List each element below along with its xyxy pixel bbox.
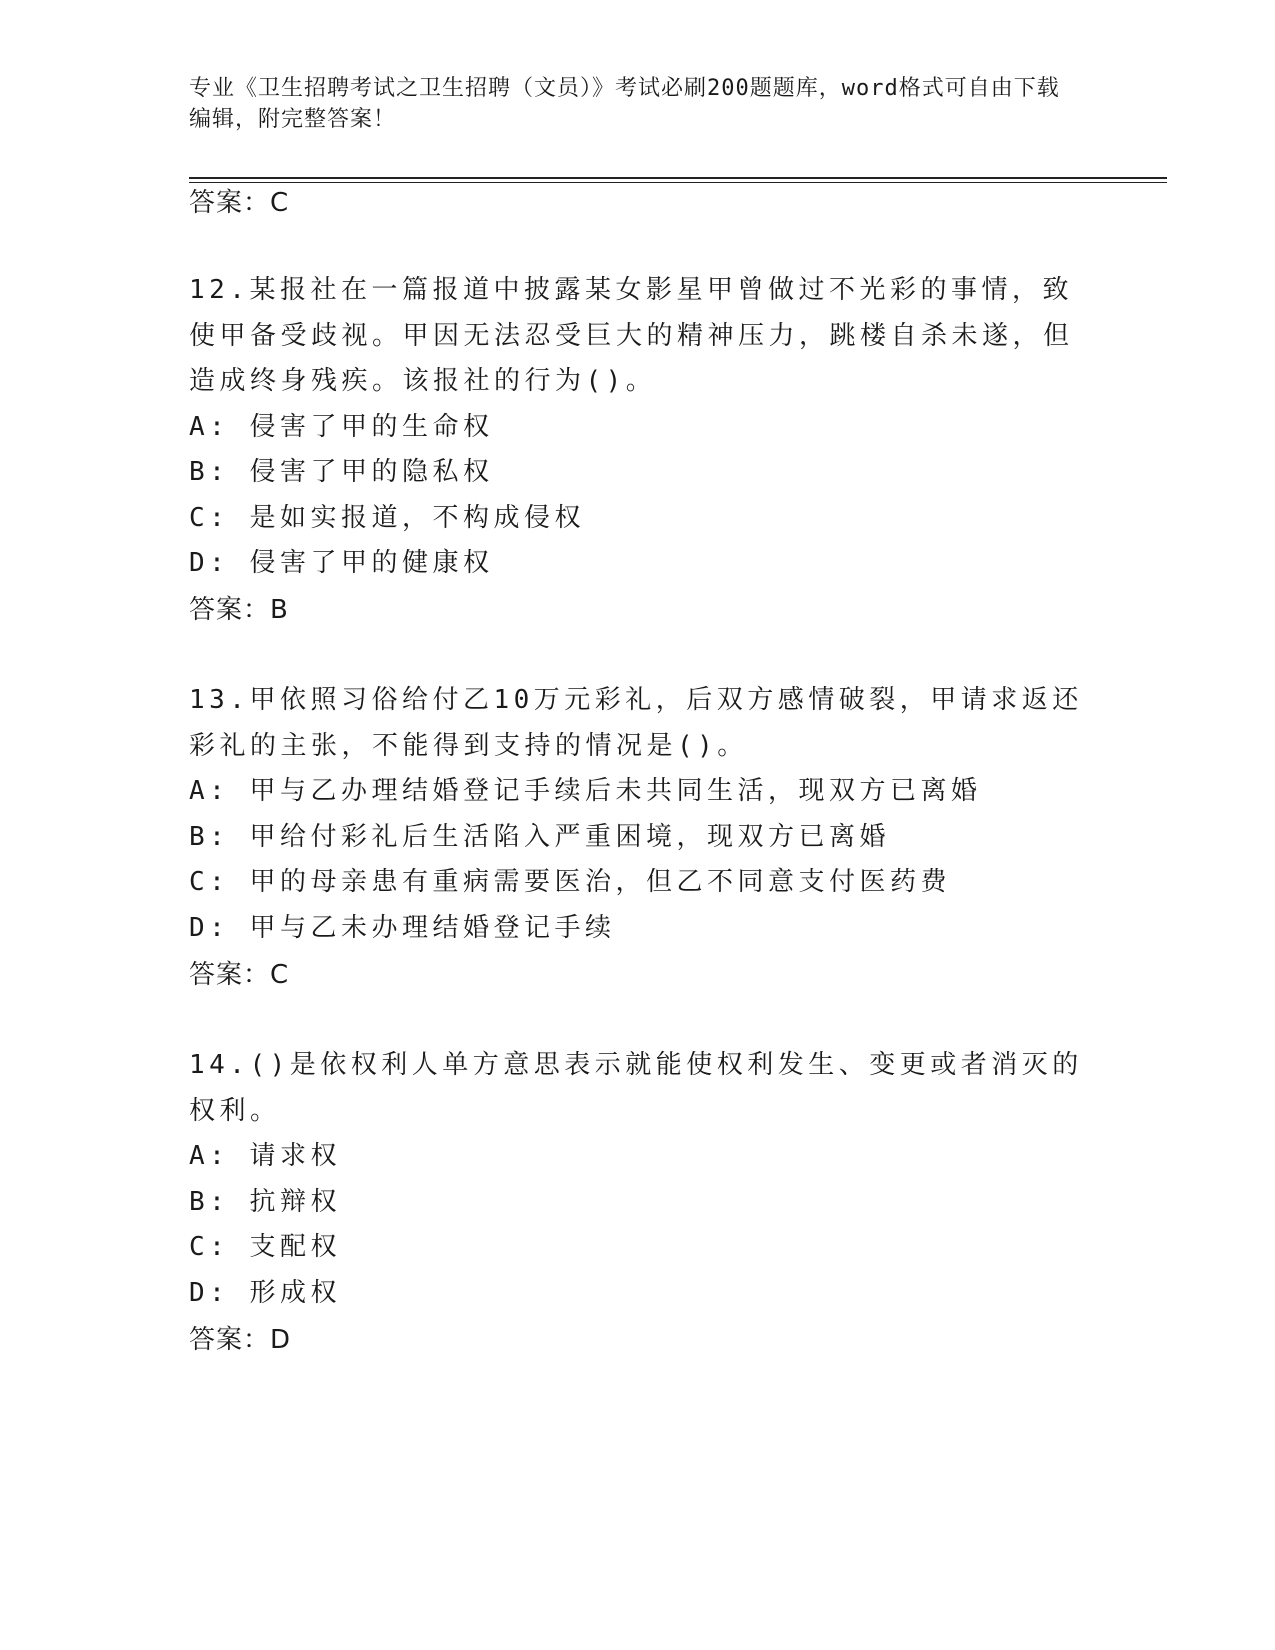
option-d: D: 形成权 xyxy=(189,1277,341,1308)
answer-line: 答案：D xyxy=(189,1325,292,1355)
document-header: 专业《卫生招聘考试之卫生招聘（文员）》考试必刷200题题库，word格式可自由下载编辑，附完整答案！ xyxy=(189,76,1060,132)
option-b: B: 侵害了甲的隐私权 xyxy=(189,457,494,487)
answer-line: 答案：C xyxy=(189,960,290,990)
question-stem: 14.()是依权利人单方意思表示就能使权利发生、变更或者消灭的权利。 xyxy=(189,1050,1083,1126)
question-stem: 12.某报社在一篇报道中披露某女影星甲曾做过不光彩的事情，致使甲备受歧视。甲因无法忍受巨大的精神压力，跳楼自杀未遂，但造成终身残疾。该报社的行为()。 xyxy=(189,275,1074,396)
question-stem: 13.甲依照习俗给付乙10万元彩礼，后双方感情破裂，甲请求返还彩礼的主张，不能得到支持的情况是()。 xyxy=(189,685,1083,761)
option-d: D: 甲与乙未办理结婚登记手续 xyxy=(189,912,616,943)
header-rule xyxy=(189,177,1167,183)
option-c: C: 是如实报道，不构成侵权 xyxy=(189,502,585,533)
answer-line: 答案：B xyxy=(189,595,289,625)
option-a: A: 请求权 xyxy=(189,1141,341,1171)
option-b: B: 甲给付彩礼后生活陷入严重困境，现双方已离婚 xyxy=(189,821,890,852)
option-c: C: 甲的母亲患有重病需要医治，但乙不同意支付医药费 xyxy=(189,867,951,897)
option-c: C: 支配权 xyxy=(189,1232,341,1262)
option-a: A: 甲与乙办理结婚登记手续后未共同生活，现双方已离婚 xyxy=(189,776,982,806)
question-14 xyxy=(189,1043,1089,1316)
answer-line: 答案：C xyxy=(189,188,290,218)
option-a: A: 侵害了甲的生命权 xyxy=(189,411,494,442)
option-b: B: 抗辩权 xyxy=(189,1186,341,1217)
question-13 xyxy=(189,678,1089,951)
question-12 xyxy=(189,268,1089,587)
option-d: D: 侵害了甲的健康权 xyxy=(189,548,494,578)
